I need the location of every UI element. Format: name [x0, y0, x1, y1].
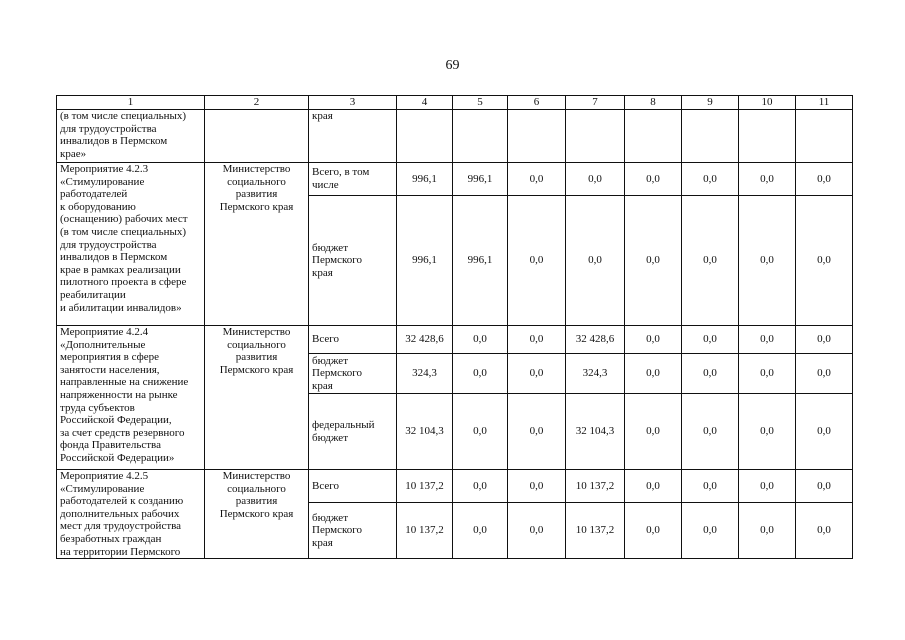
table-row: [57, 163, 853, 196]
text-line: социального: [227, 482, 286, 495]
text-line: края: [312, 537, 333, 550]
text-line: напряженности на рынке: [60, 388, 178, 401]
text-line: края: [312, 110, 333, 122]
value-cell: 0,0: [739, 163, 796, 196]
value-cell: 0,0: [682, 394, 739, 470]
value-cell: 0,0: [796, 196, 853, 326]
column-header: 3: [309, 96, 397, 110]
text-line: Мероприятие 4.2.3: [60, 163, 149, 175]
text-line: Всего: [312, 333, 339, 346]
executor-cell: [205, 326, 309, 470]
value-cell: 0,0: [739, 394, 796, 470]
text-line: (оснащению) рабочих мест: [60, 213, 188, 226]
value-cell: 0,0: [739, 196, 796, 326]
value-cell: 0,0: [508, 503, 566, 559]
value-cell: [453, 110, 508, 163]
table-row: [57, 110, 853, 163]
text-line: Министерство: [222, 326, 291, 338]
text-line: Пермского: [312, 367, 363, 380]
value-cell: 996,1: [453, 196, 508, 326]
table-row: [57, 470, 853, 503]
table-row: [57, 326, 853, 354]
text-line: Всего, в том: [312, 166, 370, 179]
value-cell: 324,3: [397, 354, 453, 394]
value-cell: 10 137,2: [566, 503, 625, 559]
value-cell: 10 137,2: [397, 470, 453, 503]
value-cell: 0,0: [625, 163, 682, 196]
value-cell: [682, 110, 739, 163]
value-cell: 996,1: [397, 163, 453, 196]
value-cell: 0,0: [796, 326, 853, 354]
text-line: социального: [227, 175, 286, 188]
value-cell: 0,0: [796, 394, 853, 470]
text-line: Пермского края: [219, 200, 294, 213]
text-line: «Стимулирование: [60, 175, 145, 188]
column-header: 4: [397, 96, 453, 110]
text-line: Министерство: [222, 470, 291, 482]
value-cell: 10 137,2: [566, 470, 625, 503]
text-line: реабилитации: [60, 288, 126, 301]
text-line: труда субъектов: [60, 401, 135, 414]
value-cell: 0,0: [453, 394, 508, 470]
value-cell: 0,0: [796, 354, 853, 394]
value-cell: 0,0: [453, 354, 508, 394]
value-cell: 10 137,2: [397, 503, 453, 559]
text-line: к оборудованию: [60, 200, 136, 213]
column-header: 11: [796, 96, 853, 110]
value-cell: 0,0: [508, 196, 566, 326]
value-cell: 0,0: [682, 326, 739, 354]
text-line: «Дополнительные: [60, 338, 146, 351]
funding-source-cell: [309, 394, 397, 470]
funding-source-cell: [309, 354, 397, 394]
value-cell: 0,0: [682, 196, 739, 326]
funding-source-cell: [309, 326, 397, 354]
text-line: для трудоустройства: [60, 122, 157, 135]
text-line: (в том числе специальных): [60, 110, 187, 122]
text-line: Российской Федерации»: [60, 451, 175, 464]
column-header: 5: [453, 96, 508, 110]
activity-name-cell: [57, 110, 205, 163]
text-line: бюджет: [312, 511, 348, 524]
value-cell: 0,0: [625, 196, 682, 326]
value-cell: [508, 110, 566, 163]
value-cell: 0,0: [625, 503, 682, 559]
text-line: инвалидов в Пермском: [60, 251, 168, 264]
column-header: 10: [739, 96, 796, 110]
text-line: «Стимулирование: [60, 482, 145, 495]
text-line: числе: [312, 179, 339, 191]
text-line: развития: [235, 351, 278, 364]
text-line: пилотного проекта в сфере: [60, 276, 187, 289]
text-line: Российской Федерации,: [60, 414, 172, 427]
value-cell: 0,0: [739, 354, 796, 394]
value-cell: 0,0: [682, 354, 739, 394]
value-cell: 0,0: [566, 196, 625, 326]
value-cell: 0,0: [566, 163, 625, 196]
text-line: края: [312, 266, 333, 279]
value-cell: 0,0: [508, 394, 566, 470]
text-line: работодателей: [60, 188, 128, 201]
value-cell: 32 428,6: [397, 326, 453, 354]
text-line: Министерство: [222, 163, 291, 175]
text-line: Мероприятие 4.2.4: [60, 326, 149, 338]
column-header: 7: [566, 96, 625, 110]
text-line: и абилитации инвалидов»: [60, 301, 182, 314]
text-line: инвалидов в Пермском: [60, 135, 168, 148]
header-row: [57, 96, 853, 110]
program-table: [56, 95, 853, 559]
value-cell: 32 104,3: [397, 394, 453, 470]
text-line: безработных граждан: [60, 532, 162, 545]
text-line: крае»: [60, 147, 87, 160]
funding-source-cell: [309, 110, 397, 163]
text-line: за счет средств резервного: [60, 426, 185, 439]
value-cell: 0,0: [625, 394, 682, 470]
value-cell: 32 428,6: [566, 326, 625, 354]
text-line: фонда Правительства: [60, 439, 161, 452]
value-cell: 0,0: [453, 503, 508, 559]
value-cell: [796, 110, 853, 163]
value-cell: 996,1: [397, 196, 453, 326]
value-cell: [397, 110, 453, 163]
funding-source-cell: [309, 163, 397, 196]
page-number: 69: [445, 58, 460, 73]
value-cell: 0,0: [682, 163, 739, 196]
value-cell: 0,0: [508, 354, 566, 394]
value-cell: 324,3: [566, 354, 625, 394]
value-cell: [566, 110, 625, 163]
value-cell: 996,1: [453, 163, 508, 196]
text-line: (в том числе специальных): [60, 225, 187, 238]
text-line: мест для трудоустройства: [60, 520, 182, 533]
activity-name-cell: [57, 163, 205, 326]
text-line: развития: [235, 495, 278, 508]
text-line: дополнительных рабочих: [60, 507, 180, 520]
funding-source-cell: [309, 470, 397, 503]
value-cell: 32 104,3: [566, 394, 625, 470]
value-cell: 0,0: [739, 326, 796, 354]
text-line: крае в рамках реализации: [60, 263, 181, 276]
text-line: для трудоустройства: [60, 238, 157, 251]
text-line: Пермского края: [219, 363, 294, 376]
text-line: Пермского: [312, 524, 363, 537]
column-header: 9: [682, 96, 739, 110]
text-line: Всего: [312, 479, 339, 492]
value-cell: 0,0: [682, 503, 739, 559]
value-cell: 0,0: [625, 470, 682, 503]
value-cell: 0,0: [796, 503, 853, 559]
text-line: Мероприятие 4.2.5: [60, 470, 149, 482]
text-line: федеральный: [312, 418, 375, 431]
column-header: 1: [57, 96, 205, 110]
value-cell: 0,0: [508, 326, 566, 354]
value-cell: 0,0: [508, 163, 566, 196]
column-header: 2: [205, 96, 309, 110]
text-line: края: [312, 379, 333, 392]
text-line: занятости населения,: [60, 363, 160, 376]
value-cell: 0,0: [625, 326, 682, 354]
executor-cell: [205, 110, 309, 163]
value-cell: 0,0: [739, 470, 796, 503]
executor-cell: [205, 163, 309, 326]
value-cell: 0,0: [796, 470, 853, 503]
value-cell: 0,0: [453, 470, 508, 503]
text-line: мероприятия в сфере: [60, 351, 160, 364]
column-header: 8: [625, 96, 682, 110]
value-cell: 0,0: [796, 163, 853, 196]
activity-name-cell: [57, 470, 205, 559]
text-line: Пермского края: [219, 507, 294, 520]
text-line: бюджет: [312, 241, 348, 254]
funding-source-cell: [309, 196, 397, 326]
text-line: на территории Пермского: [60, 545, 181, 558]
text-line: направленные на снижение: [60, 376, 189, 389]
text-line: Пермского: [312, 254, 363, 267]
value-cell: 0,0: [739, 503, 796, 559]
value-cell: 0,0: [453, 326, 508, 354]
text-line: бюджет: [312, 354, 348, 367]
value-cell: 0,0: [625, 354, 682, 394]
value-cell: [625, 110, 682, 163]
value-cell: [739, 110, 796, 163]
column-header: 6: [508, 96, 566, 110]
value-cell: 0,0: [682, 470, 739, 503]
activity-name-cell: [57, 326, 205, 470]
executor-cell: [205, 470, 309, 559]
text-line: развития: [235, 188, 278, 201]
text-line: бюджет: [312, 431, 348, 444]
text-line: социального: [227, 338, 286, 351]
funding-source-cell: [309, 503, 397, 559]
text-line: работодателей к созданию: [60, 495, 184, 508]
value-cell: 0,0: [508, 470, 566, 503]
